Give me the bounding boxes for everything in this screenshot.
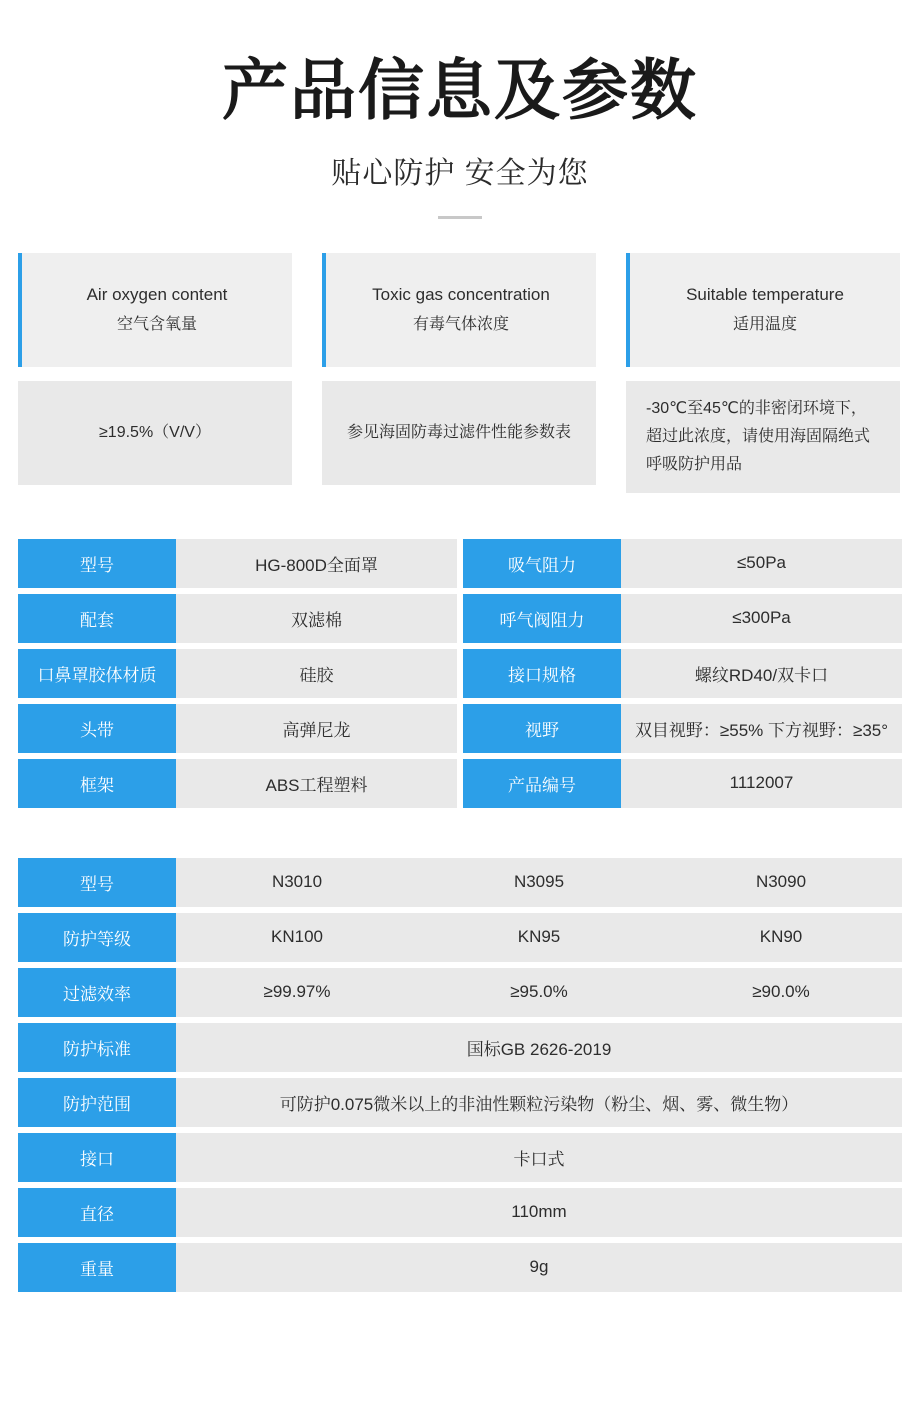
filter-label: 型号 xyxy=(18,858,176,907)
info-card-title-en: Suitable temperature xyxy=(686,285,844,305)
filter-value: N3095 xyxy=(418,858,660,907)
filter-value: KN95 xyxy=(418,913,660,962)
filter-value: 国标GB 2626-2019 xyxy=(176,1023,902,1072)
info-card-oxygen xyxy=(18,253,292,493)
info-card-title-cn: 适用温度 xyxy=(732,316,797,334)
table-row xyxy=(18,539,902,588)
page-header xyxy=(0,0,920,219)
table-row xyxy=(18,1078,902,1127)
info-card-value: -30℃至45℃的非密闭环境下，超过此浓度，请使用海固隔绝式呼吸防护用品 xyxy=(626,381,900,493)
table-row xyxy=(18,1133,902,1182)
filter-label: 防护标准 xyxy=(18,1023,176,1072)
spec-value: 双滤棉 xyxy=(176,594,457,643)
spec-value: 高弹尼龙 xyxy=(176,704,457,753)
filter-spec-table xyxy=(18,852,902,1298)
info-card-value: 参见海固防毒过滤件性能参数表 xyxy=(322,381,596,485)
table-row xyxy=(18,1023,902,1072)
filter-value: N3010 xyxy=(176,858,418,907)
info-card-value: ≥19.5%（V/V） xyxy=(18,381,292,485)
info-card-title-cn: 有毒气体浓度 xyxy=(412,316,509,334)
filter-value: 110mm xyxy=(176,1188,902,1237)
table-row xyxy=(18,913,902,962)
spec-label: 视野 xyxy=(463,704,621,753)
table-row xyxy=(18,594,902,643)
filter-label: 重量 xyxy=(18,1243,176,1292)
spec-label: 吸气阻力 xyxy=(463,539,621,588)
spec-value: 螺纹RD40/双卡口 xyxy=(621,649,902,698)
info-card-header xyxy=(322,253,596,367)
filter-value: ≥90.0% xyxy=(660,968,902,1017)
filter-value: 9g xyxy=(176,1243,902,1292)
title-divider xyxy=(438,216,482,219)
info-card-header xyxy=(626,253,900,367)
page-subtitle: 贴心防护 安全为您 xyxy=(331,156,589,190)
filter-label: 防护等级 xyxy=(18,913,176,962)
info-card-title-en: Toxic gas concentration xyxy=(372,285,550,305)
spec-value: ≤50Pa xyxy=(621,539,902,588)
filter-label: 过滤效率 xyxy=(18,968,176,1017)
spec-value: 1112007 xyxy=(621,759,902,808)
spec-label: 呼气阀阻力 xyxy=(463,594,621,643)
spec-value: HG-800D全面罩 xyxy=(176,539,457,588)
info-card-temperature xyxy=(626,253,900,493)
filter-value: N3090 xyxy=(660,858,902,907)
filter-value: ≥95.0% xyxy=(418,968,660,1017)
info-cards xyxy=(0,253,920,493)
spec-label: 口鼻罩胶体材质 xyxy=(18,649,176,698)
spec-value: ≤300Pa xyxy=(621,594,902,643)
spec-label: 头带 xyxy=(18,704,176,753)
info-card-title-en: Air oxygen content xyxy=(86,285,228,305)
filter-value: KN100 xyxy=(176,913,418,962)
filter-value: 可防护0.075微米以上的非油性颗粒污染物（粉尘、烟、雾、微生物） xyxy=(176,1078,902,1127)
table-row xyxy=(18,1188,902,1237)
filter-value: KN90 xyxy=(660,913,902,962)
info-card-title-cn: 空气含氧量 xyxy=(116,316,197,334)
table-row xyxy=(18,649,902,698)
spec-value: ABS工程塑料 xyxy=(176,759,457,808)
spec-value: 双目视野：≥55% 下方视野：≥35° xyxy=(621,704,902,753)
table-row xyxy=(18,704,902,753)
spec-label: 接口规格 xyxy=(463,649,621,698)
spec-label: 配套 xyxy=(18,594,176,643)
spec-value: 硅胶 xyxy=(176,649,457,698)
table-row xyxy=(18,759,902,808)
info-card-header xyxy=(18,253,292,367)
mask-spec-table xyxy=(18,533,902,814)
table-row xyxy=(18,858,902,907)
table-row xyxy=(18,1243,902,1292)
page-title: 产品信息及参数 xyxy=(222,53,698,127)
filter-label: 直径 xyxy=(18,1188,176,1237)
spec-label: 型号 xyxy=(18,539,176,588)
filter-label: 接口 xyxy=(18,1133,176,1182)
filter-value: 卡口式 xyxy=(176,1133,902,1182)
spec-label: 产品编号 xyxy=(463,759,621,808)
spec-label: 框架 xyxy=(18,759,176,808)
filter-label: 防护范围 xyxy=(18,1078,176,1127)
table-row xyxy=(18,968,902,1017)
filter-value: ≥99.97% xyxy=(176,968,418,1017)
info-card-toxic-gas xyxy=(322,253,596,493)
